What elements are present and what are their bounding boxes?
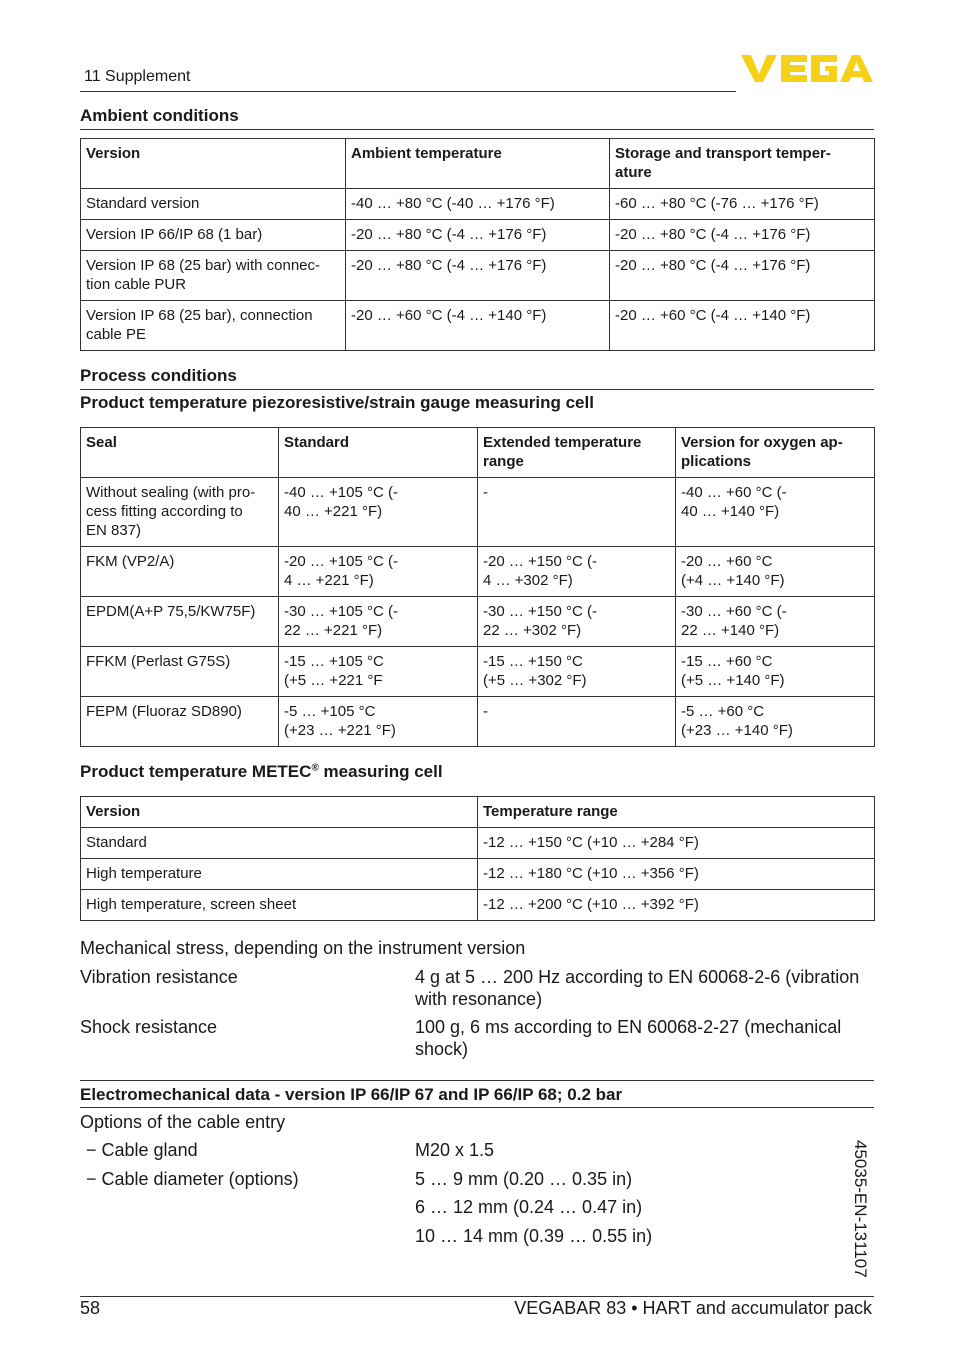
vibration-value: 4 g at 5 … 200 Hz according to EN 60068-2-6 (vibration with resonance): [415, 967, 860, 1009]
table-row: [81, 301, 875, 351]
table-cell: -40 … +60 °C (- 40 … +140 °F): [676, 478, 875, 547]
mechanical-intro: Mechanical stress, depending on the instrument version: [80, 938, 526, 958]
metec-table: [80, 796, 875, 921]
cable-diameter-value: 10 … 14 mm (0.39 … 0.55 in): [415, 1226, 653, 1246]
table-row: [81, 697, 875, 747]
ambient-rule: [80, 129, 874, 130]
table-cell: -12 … +200 °C (+10 … +392 °F): [478, 890, 875, 921]
table-cell: Standard: [81, 828, 478, 859]
table-cell: -15 … +60 °C (+5 … +140 °F): [676, 647, 875, 697]
table-cell: High temperature: [81, 859, 478, 890]
table-cell: -30 … +105 °C (- 22 … +221 °F): [279, 597, 478, 647]
table-header-row: [81, 139, 875, 189]
metec-title: Product temperature METEC® measuring cell: [80, 762, 443, 781]
header-rule: [80, 91, 736, 92]
column-header: Ambient temperature: [346, 139, 610, 189]
table-cell: EPDM(A+P 75,5/KW75F): [81, 597, 279, 647]
table-cell: Version IP 68 (25 bar) with connec- tion cable PUR: [81, 251, 346, 301]
table-cell: -20 … +80 °C (-4 … +176 °F): [610, 220, 875, 251]
table-cell: -20 … +60 °C (+4 … +140 °F): [676, 547, 875, 597]
table-row: [81, 478, 875, 547]
vega-logo: [741, 52, 873, 89]
column-header: Version: [81, 797, 478, 828]
column-header: Standard: [279, 428, 478, 478]
page-number: 58: [80, 1298, 101, 1318]
table-cell: Standard version: [81, 189, 346, 220]
vibration-label: Vibration resistance: [80, 967, 238, 987]
table-cell: -40 … +80 °C (-40 … +176 °F): [346, 189, 610, 220]
table-cell: -: [478, 478, 676, 547]
column-header: Version: [81, 139, 346, 189]
section-header: 11 Supplement: [84, 68, 191, 85]
column-header: Extended temperature range: [478, 428, 676, 478]
table-cell: FKM (VP2/A): [81, 547, 279, 597]
footer-rule: [80, 1296, 874, 1297]
table-cell: Version IP 68 (25 bar), connection cable PE: [81, 301, 346, 351]
electromech-rule: [80, 1107, 874, 1108]
table-cell: -5 … +105 °C (+23 … +221 °F): [279, 697, 478, 747]
cable-diameter-value: 6 … 12 mm (0.24 … 0.47 in): [415, 1197, 643, 1217]
table-cell: -30 … +60 °C (- 22 … +140 °F): [676, 597, 875, 647]
shock-label: Shock resistance: [80, 1017, 218, 1037]
table-cell: -20 … +60 °C (-4 … +140 °F): [610, 301, 875, 351]
table-row: [81, 647, 875, 697]
column-header: Seal: [81, 428, 279, 478]
cable-entry-label: Options of the cable entry: [80, 1112, 286, 1132]
table-row: [81, 189, 875, 220]
cable-diameter-value: 5 … 9 mm (0.20 … 0.35 in): [415, 1169, 633, 1189]
column-header: Temperature range: [478, 797, 875, 828]
table-cell: -40 … +105 °C (- 40 … +221 °F): [279, 478, 478, 547]
table-cell: FFKM (Perlast G75S): [81, 647, 279, 697]
table-cell: FEPM (Fluoraz SD890): [81, 697, 279, 747]
table-cell: Version IP 66/IP 68 (1 bar): [81, 220, 346, 251]
table-cell: -15 … +105 °C (+5 … +221 °F: [279, 647, 478, 697]
table-row: [81, 828, 875, 859]
table-cell: -20 … +105 °C (- 4 … +221 °F): [279, 547, 478, 597]
table-cell: Without sealing (with pro- cess fitting according to EN 837): [81, 478, 279, 547]
table-cell: -60 … +80 °C (-76 … +176 °F): [610, 189, 875, 220]
table-cell: High temperature, screen sheet: [81, 890, 478, 921]
process-title: Process conditions: [80, 366, 237, 385]
cable-gland-value: M20 x 1.5: [415, 1140, 495, 1160]
table-cell: -20 … +80 °C (-4 … +176 °F): [610, 251, 875, 301]
process-table: [80, 427, 875, 747]
table-cell: -20 … +150 °C (- 4 … +302 °F): [478, 547, 676, 597]
table-row: [81, 597, 875, 647]
shock-value: 100 g, 6 ms according to EN 60068-2-27 (mechanical shock): [415, 1017, 842, 1059]
table-cell: -5 … +60 °C (+23 … +140 °F): [676, 697, 875, 747]
table-header-row: [81, 797, 875, 828]
electromech-rule-top: [80, 1080, 874, 1081]
table-row: [81, 547, 875, 597]
cable-gland-label: − Cable gland: [86, 1140, 198, 1160]
table-cell: -12 … +150 °C (+10 … +284 °F): [478, 828, 875, 859]
table-header-row: [81, 428, 875, 478]
svg-text:VEGA: VEGA: [741, 52, 744, 53]
process-rule: [80, 389, 874, 390]
footer-title: VEGABAR 83 • HART and accumulator pack: [514, 1298, 872, 1318]
table-cell: -: [478, 697, 676, 747]
document-number: 45035-EN-131107: [851, 1140, 870, 1278]
ambient-title: Ambient conditions: [80, 106, 239, 125]
table-row: [81, 859, 875, 890]
table-row: [81, 890, 875, 921]
table-row: [81, 251, 875, 301]
table-row: [81, 220, 875, 251]
ambient-table: [80, 138, 875, 351]
table-cell: -15 … +150 °C (+5 … +302 °F): [478, 647, 676, 697]
table-cell: -20 … +80 °C (-4 … +176 °F): [346, 220, 610, 251]
electromech-title: Electromechanical data - version IP 66/IP 67 and IP 66/IP 68; 0.2 bar: [80, 1085, 623, 1104]
table-cell: -20 … +60 °C (-4 … +140 °F): [346, 301, 610, 351]
cable-diameter-label: − Cable diameter (options): [86, 1169, 299, 1189]
table-cell: -30 … +150 °C (- 22 … +302 °F): [478, 597, 676, 647]
column-header: Version for oxygen ap- plications: [676, 428, 875, 478]
table-cell: -20 … +80 °C (-4 … +176 °F): [346, 251, 610, 301]
process-subtitle: Product temperature piezoresistive/strain gauge measuring cell: [80, 393, 594, 412]
table-cell: -12 … +180 °C (+10 … +356 °F): [478, 859, 875, 890]
column-header: Storage and transport temper- ature: [610, 139, 875, 189]
